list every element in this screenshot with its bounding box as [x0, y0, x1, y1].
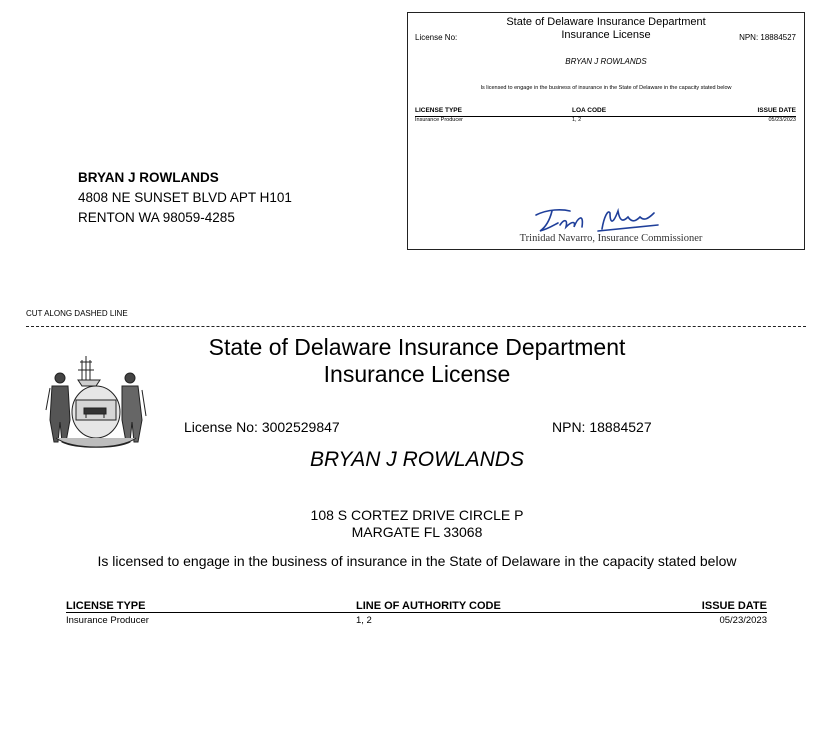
main-address-line2: MARGATE FL 33068: [351, 524, 483, 540]
card-table-header: [415, 107, 796, 117]
commissioner-signature: [528, 203, 668, 237]
card-npn: NPN: 18884527: [739, 33, 796, 42]
main-header-date: ISSUE DATE: [701, 600, 767, 612]
card-header-type: LICENSE TYPE: [415, 107, 462, 114]
mailing-name: BRYAN J ROWLANDS: [78, 170, 219, 185]
main-address: [0, 507, 829, 541]
main-row-loa: 1, 2: [356, 615, 372, 626]
main-license-title: Insurance License: [323, 361, 511, 387]
card-row-date: 05/23/2023: [768, 117, 796, 123]
dashed-cut-line: [26, 326, 806, 327]
main-header-type: LICENSE TYPE: [66, 600, 146, 612]
main-department: State of Delaware Insurance Department: [208, 334, 626, 360]
mailing-line2: RENTON WA 98059-4285: [78, 210, 235, 225]
main-license-no: License No: 3002529847: [184, 419, 340, 435]
main-licensee-name: BRYAN J ROWLANDS: [310, 448, 524, 471]
main-table-header: [66, 600, 767, 613]
card-statement: Is licensed to engage in the business of insurance in the State of Delaware in the capacity stated below: [480, 85, 732, 91]
main-statement: Is licensed to engage in the business of insurance in the State of Delaware in the capacity stated below: [97, 553, 737, 569]
mailing-address: [78, 168, 292, 228]
wallet-license-card: [407, 12, 805, 250]
main-row-type: Insurance Producer: [66, 615, 149, 626]
card-licensee-name: BRYAN J ROWLANDS: [565, 57, 647, 66]
commissioner-title: Trinidad Navarro, Insurance Commissioner: [519, 233, 703, 244]
card-license-title: Insurance License: [561, 29, 651, 41]
main-header-loa: LINE OF AUTHORITY CODE: [356, 600, 501, 612]
card-department: State of Delaware Insurance Department: [506, 16, 706, 28]
main-npn: NPN: 18884527: [552, 419, 652, 435]
card-header-loa: LOA CODE: [572, 107, 607, 114]
mailing-line1: 4808 NE SUNSET BLVD APT H101: [78, 190, 292, 205]
cut-instruction: CUT ALONG DASHED LINE: [26, 309, 128, 318]
main-address-line1: 108 S CORTEZ DRIVE CIRCLE P: [310, 507, 524, 523]
card-license-no: License No:: [415, 33, 458, 42]
card-row-loa: 1, 2: [572, 117, 582, 123]
main-row-date: 05/23/2023: [719, 615, 767, 626]
card-header-date: ISSUE DATE: [757, 107, 796, 114]
card-row-type: Insurance Producer: [415, 117, 463, 123]
